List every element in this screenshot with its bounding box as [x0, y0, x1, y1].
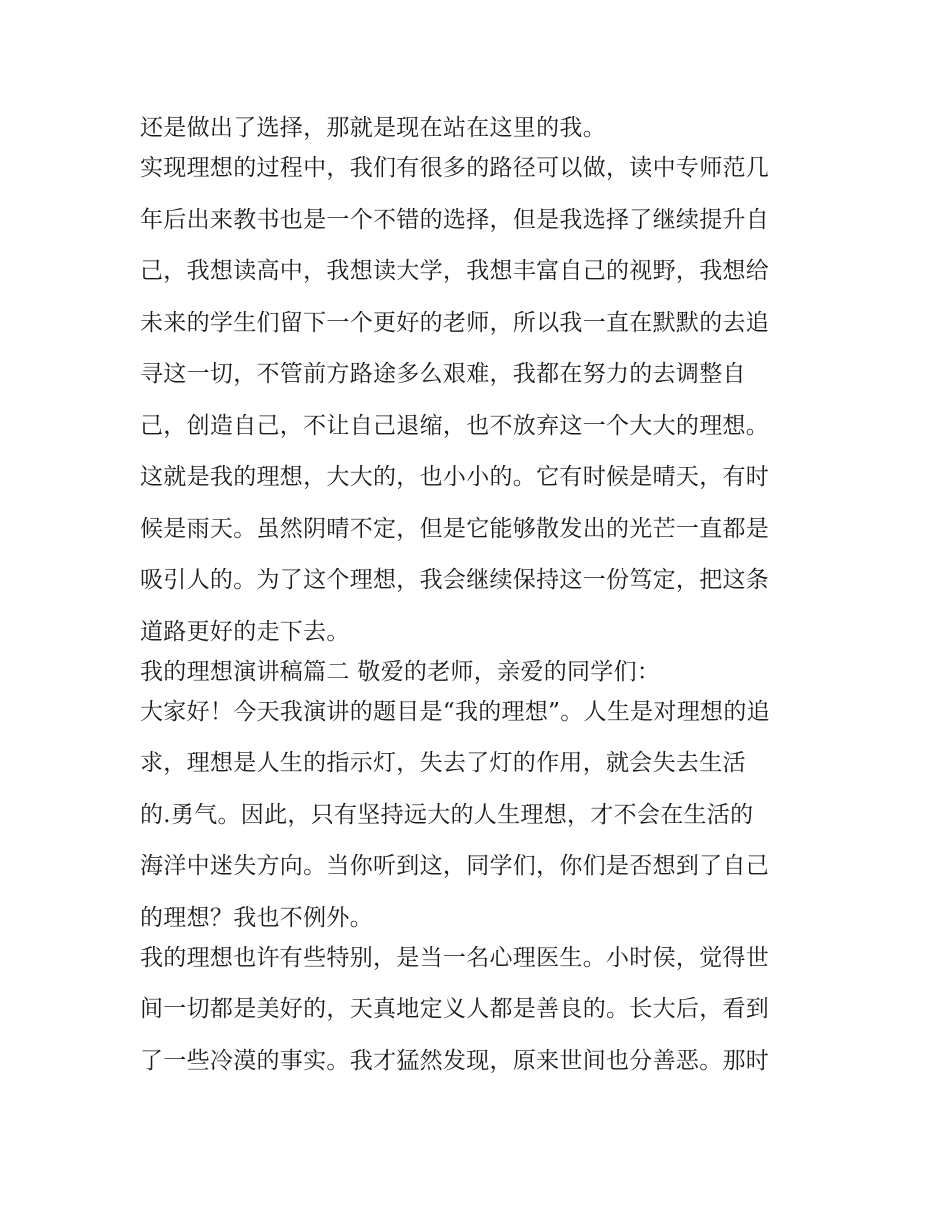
text-line: 海洋中迷失方向。当你听到这，同学们，你们是否想到了自己	[140, 853, 770, 879]
text-line: 实现理想的过程中，我们有很多的路径可以做，读中专师范几	[140, 155, 770, 181]
text-line: 间一切都是美好的，天真地定义人都是善良的。长大后，看到	[140, 996, 770, 1022]
text-line: 了一些冷漠的事实。我才猛然发现，原来世间也分善恶。那时	[140, 1047, 770, 1074]
text-line: 的理想？我也不例外。	[140, 904, 373, 931]
text-line: 求，理想是人生的指示灯，失去了灯的作用，就会失去生活	[140, 750, 746, 776]
section-heading: 我的理想演讲稿篇二 敬爱的老师，亲爱的同学们：	[140, 658, 661, 685]
text-line: 大家好！今天我演讲的题目是“我的理想”。人生是对理想的追	[140, 698, 770, 725]
text-line: 道路更好的走下去。	[140, 618, 350, 645]
text-line: 己，创造自己，不让自己退缩，也不放弃这一个大大的理想。	[140, 412, 770, 439]
text-line: 未来的学生们留下一个更好的老师，所以我一直在默默的去追	[140, 309, 770, 336]
text-line: 寻这一切，不管前方路途多么艰难，我都在努力的去调整自	[140, 361, 746, 387]
body-text	[140, 108, 820, 1092]
text-line: 年后出来教书也是一个不错的选择，但是我选择了继续提升自	[140, 206, 770, 233]
text-line: 的.勇气。因此，只有坚持远大的人生理想，才不会在生活的	[140, 801, 754, 828]
text-line: 我的理想也许有些特别，是当一名心理医生。小时侯，觉得世	[140, 944, 770, 971]
text-line: 候是雨天。虽然阴晴不定，但是它能够散发出的光芒一直都是	[140, 515, 770, 542]
text-line: 吸引人的。为了这个理想，我会继续保持这一份笃定，把这条	[140, 567, 770, 593]
text-line: 这就是我的理想，大大的，也小小的。它有时候是晴天，有时	[140, 464, 770, 490]
text-line: 还是做出了选择，那就是现在站在这里的我。	[140, 115, 606, 141]
text-line: 己，我想读高中，我想读大学，我想丰富自己的视野，我想给	[140, 258, 770, 284]
